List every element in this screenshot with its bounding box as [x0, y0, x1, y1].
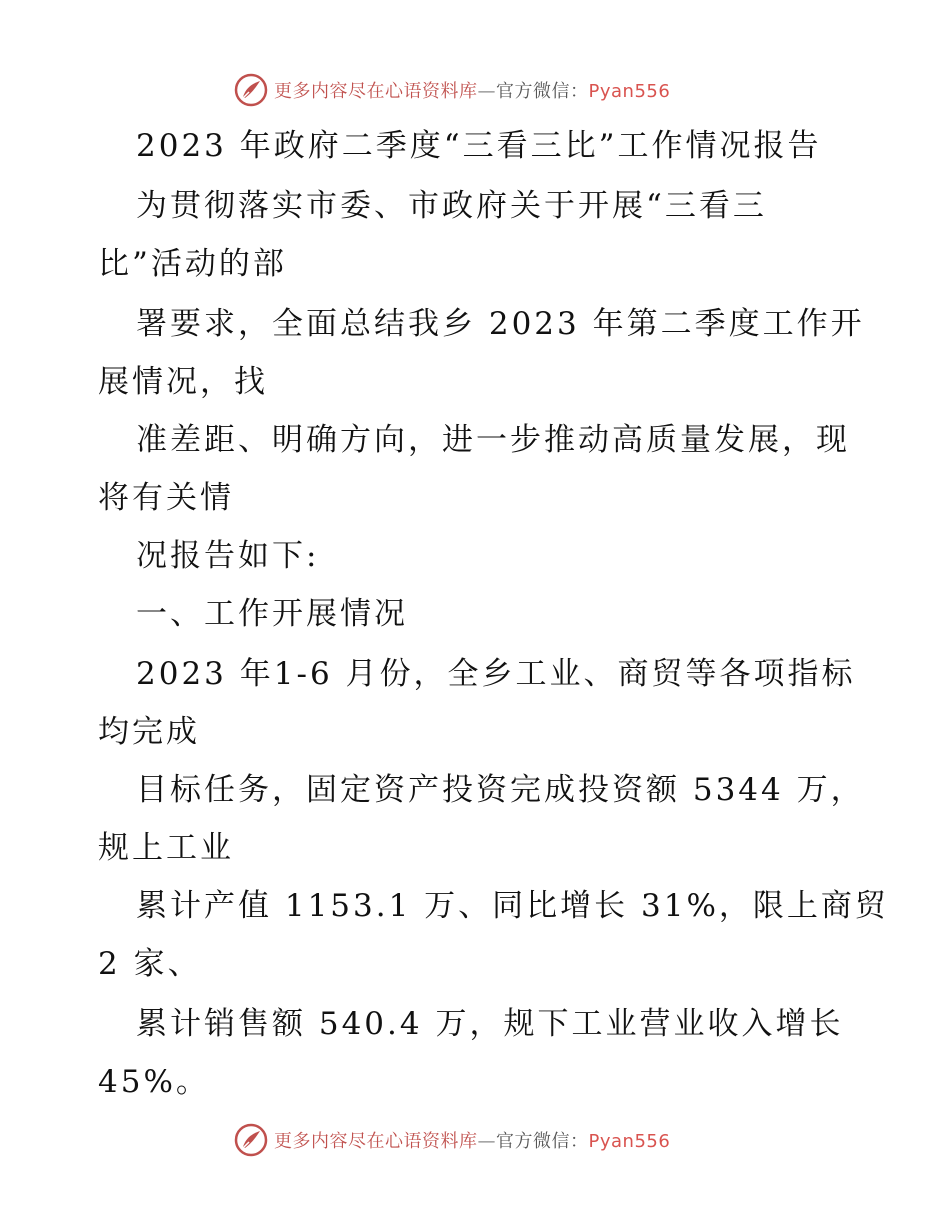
paragraph-line: 展情况，找 — [98, 364, 268, 400]
paragraph-line: 累计销售额 540.4 万，规下工业营业收入增长 — [136, 1006, 844, 1042]
watermark-site-text: 更多内容尽在心语资料库 — [274, 1131, 478, 1152]
watermark-account: Pyan556 — [588, 81, 671, 102]
paragraph-line: 署要求，全面总结我乡 2023 年第二季度工作开 — [136, 306, 865, 342]
watermark-wechat-label: 官方微信： — [496, 81, 589, 102]
paragraph-line: 均完成 — [98, 714, 200, 750]
paragraph-line: 2 家、 — [98, 946, 202, 982]
section-heading: 一、工作开展情况 — [136, 596, 408, 632]
watermark-account: Pyan556 — [588, 1131, 671, 1152]
paragraph-line: 为贯彻落实市委、市政府关于开展“三看三 — [136, 188, 767, 224]
paragraph-line: 况报告如下: — [136, 538, 320, 574]
watermark-text — [274, 1127, 670, 1153]
report-title: 2023 年政府二季度“三看三比”工作情况报告 — [136, 128, 822, 164]
watermark-dash: — — [477, 1131, 496, 1152]
paragraph-line: 比”活动的部 — [98, 246, 287, 282]
watermark-logo-icon — [234, 1123, 268, 1157]
paragraph-line: 目标任务，固定资产投资完成投资额 5344 万， — [136, 772, 865, 808]
watermark-logo-icon — [234, 73, 268, 107]
watermark-banner-top — [234, 72, 670, 108]
watermark-site-text: 更多内容尽在心语资料库 — [274, 81, 478, 102]
paragraph-line: 2023 年1-6 月份，全乡工业、商贸等各项指标 — [136, 656, 856, 692]
paragraph-line: 规上工业 — [98, 830, 234, 866]
paragraph-line: 45%。 — [98, 1064, 210, 1100]
watermark-text — [274, 77, 670, 103]
watermark-wechat-label: 官方微信： — [496, 1131, 589, 1152]
paragraph-line: 准差距、明确方向，进一步推动高质量发展，现 — [136, 422, 850, 458]
watermark-banner-bottom — [234, 1122, 670, 1158]
paragraph-line: 累计产值 1153.1 万、同比增长 31%，限上商贸 — [136, 888, 889, 924]
watermark-dash: — — [477, 81, 496, 102]
paragraph-line: 将有关情 — [98, 480, 234, 516]
